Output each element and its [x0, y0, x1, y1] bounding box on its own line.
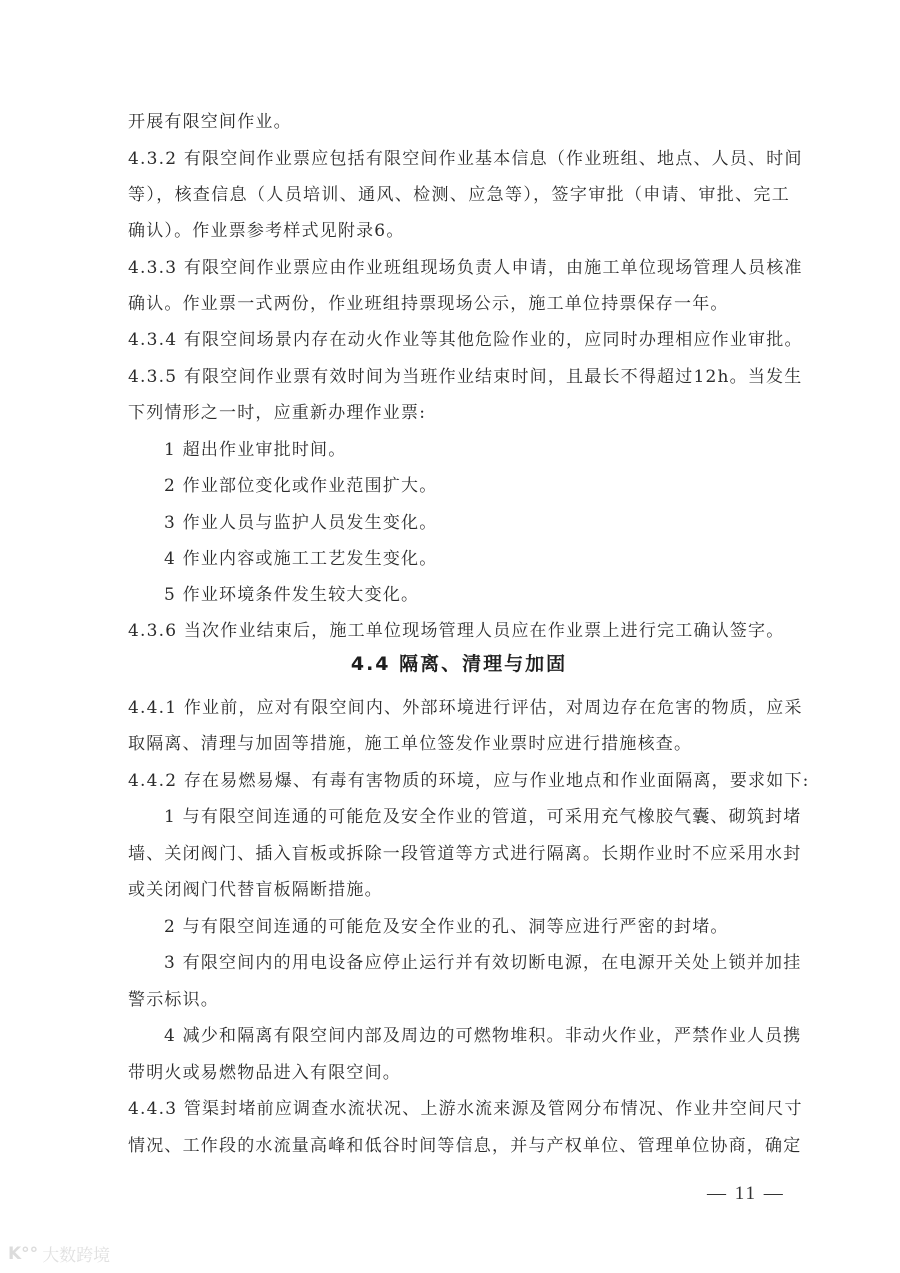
list-item: 4 作业内容或施工工艺发生变化。 [164, 549, 438, 569]
paragraph-line: 4.3.3 有限空间作业票应由作业班组现场负责人申请，由施工单位现场管理人员核准 [128, 258, 803, 278]
list-item: 4 减少和隔离有限空间内部及周边的可燃物堆积。非动火作业，严禁作业人员携 [164, 1026, 802, 1046]
paragraph-line: 4.3.6 当次作业结束后，施工单位现场管理人员应在作业票上进行完工确认签字。 [128, 621, 785, 641]
paragraph-line: 等），核查信息（人员培训、通风、检测、应急等），签字审批（申请、审批、完工 [128, 185, 790, 205]
section-heading: 4.4 隔离、清理与加固 [350, 653, 568, 675]
paragraph-line: 4.3.4 有限空间场景内存在动火作业等其他危险作业的，应同时办理相应作业审批。 [128, 330, 803, 350]
list-item: 3 有限空间内的用电设备应停止运行并有效切断电源，在电源开关处上锁并加挂 [164, 953, 802, 973]
paragraph-line: 4.3.5 有限空间作业票有效时间为当班作业结束时间，且最长不得超过12h。当发生 [128, 367, 803, 387]
paragraph-line: 墙、关闭阀门、插入盲板或拆除一段管道等方式进行隔离。长期作业时不应采用水封 [128, 844, 802, 864]
paragraph-line: 下列情形之一时，应重新办理作业票: [128, 403, 427, 423]
page-number: — 11 — [707, 1183, 785, 1204]
list-item: 5 作业环境条件发生较大变化。 [164, 585, 420, 605]
paragraph-line: 或关闭阀门代替盲板隔断措施。 [128, 880, 383, 900]
list-item: 1 超出作业审批时间。 [164, 440, 347, 460]
paragraph-line: 确认。作业票一式两份，作业班组持票现场公示，施工单位持票保存一年。 [128, 294, 729, 314]
paragraph-line: 4.3.2 有限空间作业票应包括有限空间作业基本信息（作业班组、地点、人员、时间 [128, 149, 803, 169]
paragraph-line: 警示标识。 [128, 990, 219, 1010]
watermark-logo-icon: K°° [8, 1243, 39, 1264]
paragraph-line: 确认）。作业票参考样式见附录6。 [128, 221, 405, 241]
paragraph-line: 4.4.2 存在易燃易爆、有毒有害物质的环境，应与作业地点和作业面隔离，要求如下: [128, 771, 810, 791]
watermark [8, 1241, 110, 1266]
watermark-text: 大数跨境 [42, 1246, 111, 1266]
paragraph-line: 情况、工作段的水流量高峰和低谷时间等信息，并与产权单位、管理单位协商，确定 [128, 1136, 802, 1156]
paragraph-line: 4.4.1 作业前，应对有限空间内、外部环境进行评估，对周边存在危害的物质，应采 [128, 698, 803, 718]
list-item: 1 与有限空间连通的可能危及安全作业的管道，可采用充气橡胶气囊、砌筑封堵 [164, 807, 802, 827]
paragraph-line: 开展有限空间作业。 [128, 112, 292, 132]
paragraph-line: 4.4.3 管渠封堵前应调查水流状况、上游水流来源及管网分布情况、作业井空间尺寸 [128, 1099, 803, 1119]
paragraph-line: 取隔离、清理与加固等措施，施工单位签发作业票时应进行措施核查。 [128, 734, 693, 754]
list-item: 2 与有限空间连通的可能危及安全作业的孔、洞等应进行严密的封堵。 [164, 917, 729, 937]
list-item: 3 作业人员与监护人员发生变化。 [164, 513, 438, 533]
paragraph-line: 带明火或易燃物品进入有限空间。 [128, 1063, 401, 1083]
list-item: 2 作业部位变化或作业范围扩大。 [164, 476, 438, 496]
